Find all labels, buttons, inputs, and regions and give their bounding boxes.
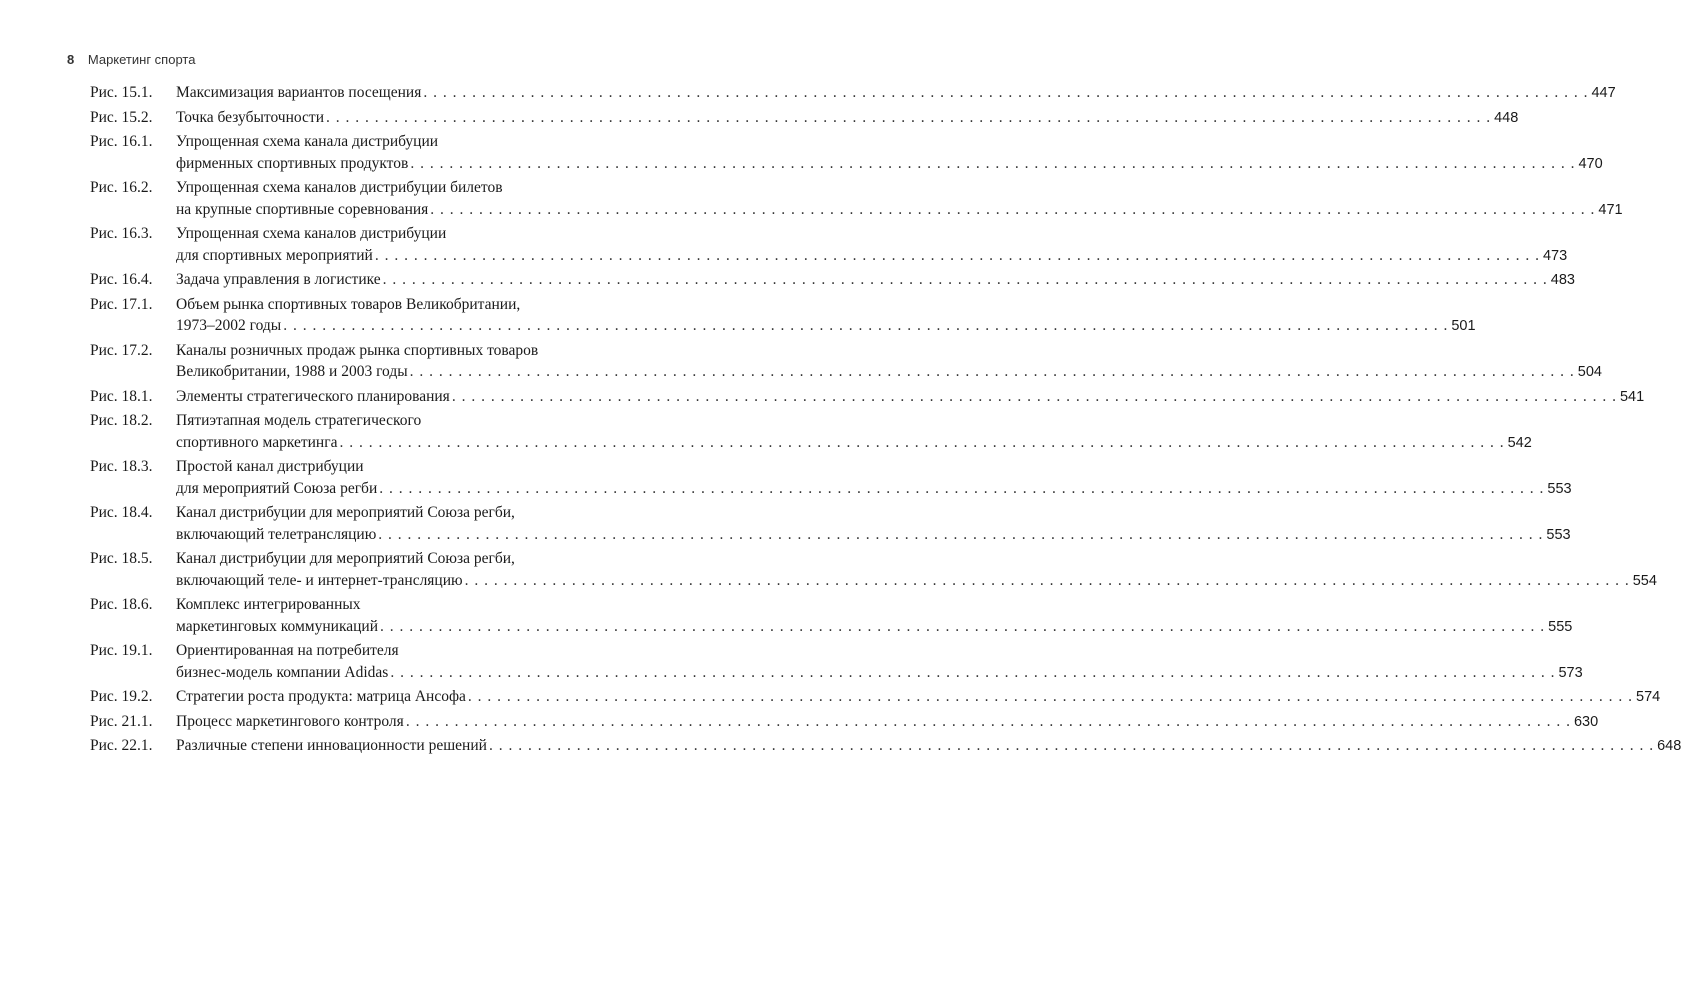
toc-entry <box>90 686 1661 709</box>
page-reference: 504 <box>1577 364 1602 380</box>
caption-last-line <box>176 735 1681 758</box>
toc-entry <box>90 340 1602 384</box>
toc-entry <box>90 294 1476 338</box>
figure-caption <box>176 177 1623 221</box>
dot-leader: . . . . . . . . . . . . . . . . . . . . . . . . . . . . . . . . . . . . . . . . . . . . . . . . . . . . . . . . . . . . . . . . . . . . . . . . . . . . . . . . . . . . . . . . . . . . . . . . . . . . . . . . . . . . . . . . . . . . . . . . <box>374 246 1540 264</box>
page-reference: 553 <box>1547 480 1572 497</box>
figure-caption <box>176 548 1657 592</box>
dot-leader: . . . . . . . . . . . . . . . . . . . . . . . . . . . . . . . . . . . . . . . . . . . . . . . . . . . . . . . . . . . . . . . . . . . . . . . . . . . . . . . . . . . . . . . . . . . . . . . . . . . . . . . . . . . . . . . . . . . . . . . . <box>390 663 1556 681</box>
caption-last-line <box>176 269 1575 292</box>
figure-label: Рис. 15.2. <box>90 108 153 126</box>
dot-leader: . . . . . . . . . . . . . . . . . . . . . . . . . . . . . . . . . . . . . . . . . . . . . . . . . . . . . . . . . . . . . . . . . . . . . . . . . . . . . . . . . . . . . . . . . . . . . . . . . . . . . . . . . . . . . . . . . . . . . . . . <box>423 84 1589 101</box>
caption-line: маркетинговых коммуникаций <box>176 617 379 635</box>
figure-caption <box>176 711 1599 734</box>
page-reference: 574 <box>1636 689 1661 705</box>
caption-line: Пятиэтапная модель стратегического <box>176 412 422 429</box>
toc-entry <box>90 735 1681 758</box>
toc-entry <box>90 223 1568 267</box>
toc-entry <box>90 269 1575 292</box>
figure-caption <box>176 340 1602 384</box>
figure-caption <box>176 410 1532 454</box>
page-reference: 553 <box>1546 526 1571 543</box>
caption-last-line <box>176 686 1661 709</box>
figure-label: Рис. 18.1. <box>90 387 153 405</box>
caption-line: на крупные спортивные соревнования <box>176 200 429 218</box>
figure-caption <box>176 640 1583 684</box>
dot-leader: . . . . . . . . . . . . . . . . . . . . . . . . . . . . . . . . . . . . . . . . . . . . . . . . . . . . . . . . . . . . . . . . . . . . . . . . . . . . . . . . . . . . . . . . . . . . . . . . . . . . . . . . . . . . . . . . . . . . . . . . <box>409 363 1575 380</box>
caption-line: для спортивных мероприятий <box>176 246 373 264</box>
toc-entry <box>90 711 1599 734</box>
caption-line: включающий телетрансляцию <box>176 525 377 543</box>
toc-entry <box>90 594 1573 638</box>
page-reference: 501 <box>1451 318 1476 334</box>
dot-leader: . . . . . . . . . . . . . . . . . . . . . . . . . . . . . . . . . . . . . . . . . . . . . . . . . . . . . . . . . . . . . . . . . . . . . . . . . . . . . . . . . . . . . . . . . . . . . . . . . . . . . . . . . . . . . . . . . . . . . . . . <box>467 688 1634 705</box>
caption-last-line <box>176 107 1519 130</box>
page-number: 8 <box>67 52 75 67</box>
caption-line: Упрощенная схема канала дистрибуции <box>176 133 439 150</box>
caption-last-line <box>176 199 1623 222</box>
caption-last-line <box>176 570 1657 593</box>
figure-caption <box>176 502 1571 546</box>
dot-leader: . . . . . . . . . . . . . . . . . . . . . . . . . . . . . . . . . . . . . . . . . . . . . . . . . . . . . . . . . . . . . . . . . . . . . . . . . . . . . . . . . . . . . . . . . . . . . . . . . . . . . . . . . . . . . . . . . . . . . . . . <box>410 154 1576 172</box>
caption-last-line <box>176 662 1583 685</box>
toc-entry <box>90 410 1532 454</box>
figure-label: Рис. 16.2. <box>90 179 153 196</box>
running-header <box>67 52 195 67</box>
caption-line: фирменных спортивных продуктов <box>176 154 409 172</box>
figure-label: Рис. 18.2. <box>90 412 153 429</box>
caption-line: Стратегии роста продукта: матрица Ансофа <box>176 688 466 705</box>
figure-label: Рис. 19.2. <box>90 688 153 705</box>
caption-line: Объем рынка спортивных товаров Великобритании, <box>176 295 521 313</box>
dot-leader: . . . . . . . . . . . . . . . . . . . . . . . . . . . . . . . . . . . . . . . . . . . . . . . . . . . . . . . . . . . . . . . . . . . . . . . . . . . . . . . . . . . . . . . . . . . . . . . . . . . . . . . . . . . . . . . . . . . . . . . . <box>488 737 1655 754</box>
dot-leader: . . . . . . . . . . . . . . . . . . . . . . . . . . . . . . . . . . . . . . . . . . . . . . . . . . . . . . . . . . . . . . . . . . . . . . . . . . . . . . . . . . . . . . . . . . . . . . . . . . . . . . . . . . . . . . . . . . . . . . . . <box>464 571 1630 589</box>
page-reference: 470 <box>1578 155 1603 172</box>
toc-entry <box>90 640 1583 684</box>
toc-entry <box>90 386 1645 409</box>
caption-line: Комплекс интегрированных <box>176 596 361 613</box>
caption-line: включающий теле- и интернет-трансляцию <box>176 571 463 589</box>
toc-entry <box>90 456 1572 500</box>
figure-label: Рис. 16.4. <box>90 271 153 288</box>
dot-leader: . . . . . . . . . . . . . . . . . . . . . . . . . . . . . . . . . . . . . . . . . . . . . . . . . . . . . . . . . . . . . . . . . . . . . . . . . . . . . . . . . . . . . . . . . . . . . . . . . . . . . . . . . . . . . . . . . . . . . . . . <box>283 317 1449 334</box>
figure-label: Рис. 16.3. <box>90 225 153 242</box>
page-reference: 471 <box>1598 201 1623 218</box>
list-of-figures <box>90 82 1681 760</box>
page-reference: 573 <box>1558 664 1583 681</box>
page-reference: 542 <box>1507 434 1532 451</box>
toc-entry <box>90 548 1657 592</box>
figure-label: Рис. 21.1. <box>90 712 153 730</box>
caption-line: Простой канал дистрибуции <box>176 458 364 475</box>
toc-entry <box>90 107 1519 130</box>
page-reference: 447 <box>1591 85 1616 101</box>
figure-label: Рис. 22.1. <box>90 737 153 754</box>
figure-label: Рис. 18.5. <box>90 550 153 567</box>
caption-line: Максимизация вариантов посещения <box>176 84 422 101</box>
figure-label: Рис. 19.1. <box>90 642 153 659</box>
dot-leader: . . . . . . . . . . . . . . . . . . . . . . . . . . . . . . . . . . . . . . . . . . . . . . . . . . . . . . . . . . . . . . . . . . . . . . . . . . . . . . . . . . . . . . . . . . . . . . . . . . . . . . . . . . . . . . . . . . . . . . . . <box>405 712 1571 730</box>
caption-last-line <box>176 478 1572 501</box>
dot-leader: . . . . . . . . . . . . . . . . . . . . . . . . . . . . . . . . . . . . . . . . . . . . . . . . . . . . . . . . . . . . . . . . . . . . . . . . . . . . . . . . . . . . . . . . . . . . . . . . . . . . . . . . . . . . . . . . . . . . . . . . <box>378 525 1544 543</box>
page-reference: 448 <box>1494 109 1519 126</box>
caption-line: для мероприятий Союза регби <box>176 479 378 497</box>
page-reference: 554 <box>1632 572 1657 589</box>
figure-caption <box>176 269 1575 292</box>
caption-last-line <box>176 616 1573 639</box>
caption-last-line <box>176 315 1476 338</box>
caption-line: 1973–2002 годы <box>176 317 282 334</box>
figure-label: Рис. 18.4. <box>90 504 153 521</box>
figure-caption <box>176 223 1568 267</box>
dot-leader: . . . . . . . . . . . . . . . . . . . . . . . . . . . . . . . . . . . . . . . . . . . . . . . . . . . . . . . . . . . . . . . . . . . . . . . . . . . . . . . . . . . . . . . . . . . . . . . . . . . . . . . . . . . . . . . . . . . . . . . . <box>430 200 1596 218</box>
dot-leader: . . . . . . . . . . . . . . . . . . . . . . . . . . . . . . . . . . . . . . . . . . . . . . . . . . . . . . . . . . . . . . . . . . . . . . . . . . . . . . . . . . . . . . . . . . . . . . . . . . . . . . . . . . . . . . . . . . . . . . . . <box>451 387 1617 405</box>
caption-line: Различные степени инновационности решений <box>176 737 487 754</box>
caption-line: спортивного маркетинга <box>176 433 338 451</box>
dot-leader: . . . . . . . . . . . . . . . . . . . . . . . . . . . . . . . . . . . . . . . . . . . . . . . . . . . . . . . . . . . . . . . . . . . . . . . . . . . . . . . . . . . . . . . . . . . . . . . . . . . . . . . . . . . . . . . . . . . . . . . . <box>382 271 1548 288</box>
page-reference: 473 <box>1542 247 1568 264</box>
caption-line: Канал дистрибуции для мероприятий Союза регби, <box>176 550 515 567</box>
figure-caption <box>176 386 1645 409</box>
figure-label: Рис. 17.1. <box>90 295 153 313</box>
page-reference: 541 <box>1619 388 1645 405</box>
caption-last-line <box>176 245 1568 268</box>
caption-last-line <box>176 711 1599 734</box>
caption-line: Точка безубыточности <box>176 108 324 126</box>
caption-line: Упрощенная схема каналов дистрибуции билетов <box>176 179 503 196</box>
page-reference: 483 <box>1550 272 1575 288</box>
figure-caption <box>176 686 1661 709</box>
caption-line: Великобритании, 1988 и 2003 годы <box>176 363 408 380</box>
dot-leader: . . . . . . . . . . . . . . . . . . . . . . . . . . . . . . . . . . . . . . . . . . . . . . . . . . . . . . . . . . . . . . . . . . . . . . . . . . . . . . . . . . . . . . . . . . . . . . . . . . . . . . . . . . . . . . . . . . . . . . . . <box>325 108 1492 126</box>
dot-leader: . . . . . . . . . . . . . . . . . . . . . . . . . . . . . . . . . . . . . . . . . . . . . . . . . . . . . . . . . . . . . . . . . . . . . . . . . . . . . . . . . . . . . . . . . . . . . . . . . . . . . . . . . . . . . . . . . . . . . . . . <box>339 433 1505 451</box>
page-reference: 555 <box>1548 618 1573 635</box>
dot-leader: . . . . . . . . . . . . . . . . . . . . . . . . . . . . . . . . . . . . . . . . . . . . . . . . . . . . . . . . . . . . . . . . . . . . . . . . . . . . . . . . . . . . . . . . . . . . . . . . . . . . . . . . . . . . . . . . . . . . . . . . <box>380 617 1546 635</box>
page-reference: 630 <box>1573 713 1599 730</box>
caption-line: Упрощенная схема каналов дистрибуции <box>176 225 447 242</box>
figure-label: Рис. 15.1. <box>90 84 153 101</box>
figure-caption <box>176 735 1681 758</box>
caption-last-line <box>176 432 1532 455</box>
caption-line: Процесс маркетингового контроля <box>176 712 404 730</box>
toc-entry <box>90 82 1616 105</box>
caption-line: Ориентированная на потребителя <box>176 642 399 659</box>
toc-entry <box>90 502 1571 546</box>
caption-last-line <box>176 386 1645 409</box>
figure-caption <box>176 456 1572 500</box>
caption-line: Канал дистрибуции для мероприятий Союза регби, <box>176 504 515 521</box>
caption-line: Задача управления в логистике <box>176 271 381 288</box>
dot-leader: . . . . . . . . . . . . . . . . . . . . . . . . . . . . . . . . . . . . . . . . . . . . . . . . . . . . . . . . . . . . . . . . . . . . . . . . . . . . . . . . . . . . . . . . . . . . . . . . . . . . . . . . . . . . . . . . . . . . . . . . <box>379 479 1545 497</box>
caption-line: бизнес-модель компании Adidas <box>176 663 389 681</box>
figure-caption <box>176 294 1476 338</box>
caption-last-line <box>176 361 1602 384</box>
figure-caption <box>176 594 1573 638</box>
caption-last-line <box>176 524 1571 547</box>
caption-last-line <box>176 153 1603 176</box>
figure-label: Рис. 17.2. <box>90 341 153 359</box>
figure-caption <box>176 131 1603 175</box>
figure-label: Рис. 18.3. <box>90 458 153 475</box>
figure-caption <box>176 107 1519 130</box>
figure-label: Рис. 18.6. <box>90 596 153 613</box>
caption-line: Элементы стратегического планирования <box>176 387 450 405</box>
toc-entry <box>90 131 1603 175</box>
page-reference: 648 <box>1657 738 1681 754</box>
figure-caption <box>176 82 1616 105</box>
caption-last-line <box>176 82 1616 105</box>
figure-label: Рис. 16.1. <box>90 133 153 150</box>
toc-entry <box>90 177 1623 221</box>
book-title: Маркетинг спорта <box>87 52 196 67</box>
caption-line: Каналы розничных продаж рынка спортивных товаров <box>176 341 539 359</box>
